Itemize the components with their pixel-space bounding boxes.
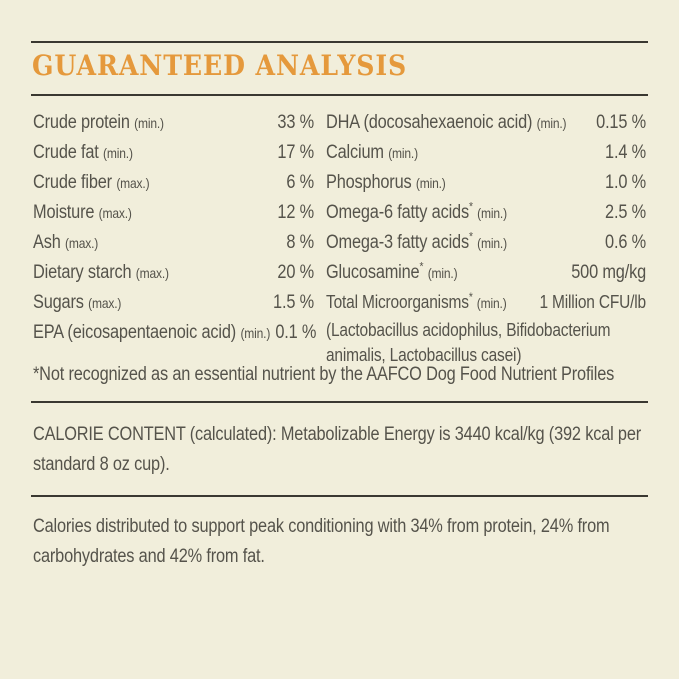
nutrient-label: Crude protein — [33, 112, 130, 133]
nutrient-label: Omega-3 fatty acids — [326, 232, 469, 253]
calorie-content-paragraph: CALORIE CONTENT (calculated): Metabolizable Energy is 3440 kcal/kg (392 kcal per standard 8 oz cup). — [33, 424, 642, 475]
table-row — [33, 258, 314, 288]
table-row — [326, 138, 646, 168]
aafco-footnote: *Not recognized as an essential nutrient by the AAFCO Dog Food Nutrient Profiles — [33, 364, 615, 385]
footnote-asterisk: * — [419, 259, 424, 274]
nutrient-label: EPA (eicosapentaenoic acid) — [33, 322, 237, 343]
nutrient-label: Moisture — [33, 202, 95, 223]
table-row — [33, 138, 314, 168]
nutrient-value: 17 % — [277, 142, 314, 163]
footnote-asterisk: * — [468, 290, 473, 304]
nutrient-label: Omega-6 fatty acids — [326, 202, 469, 223]
nutrient-value: 0.1 % — [275, 322, 317, 343]
nutrient-value: 1.4 % — [605, 142, 646, 163]
nutrient-value: 500 mg/kg — [571, 262, 646, 283]
nutrient-qualifier: (min.) — [536, 115, 567, 131]
table-row — [33, 318, 317, 348]
table-row — [326, 108, 646, 138]
table-row — [33, 168, 314, 198]
nutrient-label: Phosphorus — [326, 172, 412, 193]
nutrient-qualifier: (min.) — [103, 145, 133, 161]
nutrient-label: Calcium — [326, 142, 384, 163]
nutrient-qualifier: (min.) — [477, 205, 507, 221]
nutrient-qualifier: (max.) — [98, 205, 132, 221]
footnote-asterisk: * — [468, 199, 473, 214]
nutrient-qualifier: (min.) — [240, 325, 271, 341]
nutrient-qualifier: (min.) — [134, 115, 164, 131]
nutrient-value: 0.6 % — [605, 232, 646, 253]
nutrient-value: 6 % — [286, 172, 314, 193]
microorganisms-species-note: (Lactobacillus acidophilus, Bifidobacterium animalis, Lactobacillus casei) — [326, 320, 611, 365]
nutrient-qualifier: (max.) — [65, 235, 99, 251]
nutrient-label: Total Microorganisms — [326, 292, 469, 312]
table-row — [33, 288, 314, 318]
nutrient-value: 0.15 % — [596, 112, 646, 133]
nutrient-value: 1 Million CFU/lb — [539, 292, 646, 312]
nutrient-value: 8 % — [286, 232, 314, 253]
nutrient-label: Ash — [33, 232, 61, 253]
divider-mid-1 — [31, 401, 648, 403]
table-row — [326, 288, 646, 318]
nutrient-value: 33 % — [277, 112, 314, 133]
divider-under-heading — [31, 94, 648, 96]
nutrient-label: Glucosamine — [326, 262, 420, 283]
nutrient-qualifier: (min.) — [415, 175, 446, 191]
footnote-asterisk: * — [468, 229, 473, 244]
analysis-column-left — [33, 108, 317, 368]
nutrient-value: 1.0 % — [605, 172, 646, 193]
calorie-distribution-paragraph: Calories distributed to support peak conditioning with 34% from protein, 24% from carbohydrates and 42% from fat. — [33, 516, 610, 567]
nutrient-value: 12 % — [277, 202, 314, 223]
nutrient-qualifier: (min.) — [427, 265, 458, 281]
table-row — [326, 168, 646, 198]
nutrient-qualifier: (max.) — [135, 265, 169, 281]
nutrient-value: 2.5 % — [605, 202, 646, 223]
divider-top — [31, 41, 648, 43]
nutrient-qualifier: (min.) — [388, 145, 418, 161]
table-row — [33, 198, 314, 228]
nutrient-label: Dietary starch — [33, 262, 132, 283]
guaranteed-analysis-table — [33, 108, 646, 368]
analysis-column-right — [326, 108, 646, 368]
nutrient-qualifier: (max.) — [116, 175, 150, 191]
divider-mid-2 — [31, 495, 648, 497]
table-row — [33, 108, 314, 138]
nutrient-label: Crude fat — [33, 142, 99, 163]
table-row — [326, 198, 646, 228]
table-row — [326, 258, 646, 288]
nutrient-qualifier: (min.) — [477, 235, 507, 251]
nutrient-qualifier: (max.) — [88, 295, 122, 311]
table-row — [33, 228, 314, 258]
nutrient-value: 20 % — [277, 262, 314, 283]
nutrient-qualifier: (min.) — [476, 295, 507, 311]
section-title: GUARANTEED ANALYSIS — [32, 49, 408, 82]
nutrient-label: DHA (docosahexaenoic acid) — [326, 112, 533, 133]
table-row — [326, 228, 646, 258]
nutrient-value: 1.5 % — [273, 292, 314, 313]
nutrient-label: Crude fiber — [33, 172, 112, 193]
nutrient-label: Sugars — [33, 292, 84, 313]
